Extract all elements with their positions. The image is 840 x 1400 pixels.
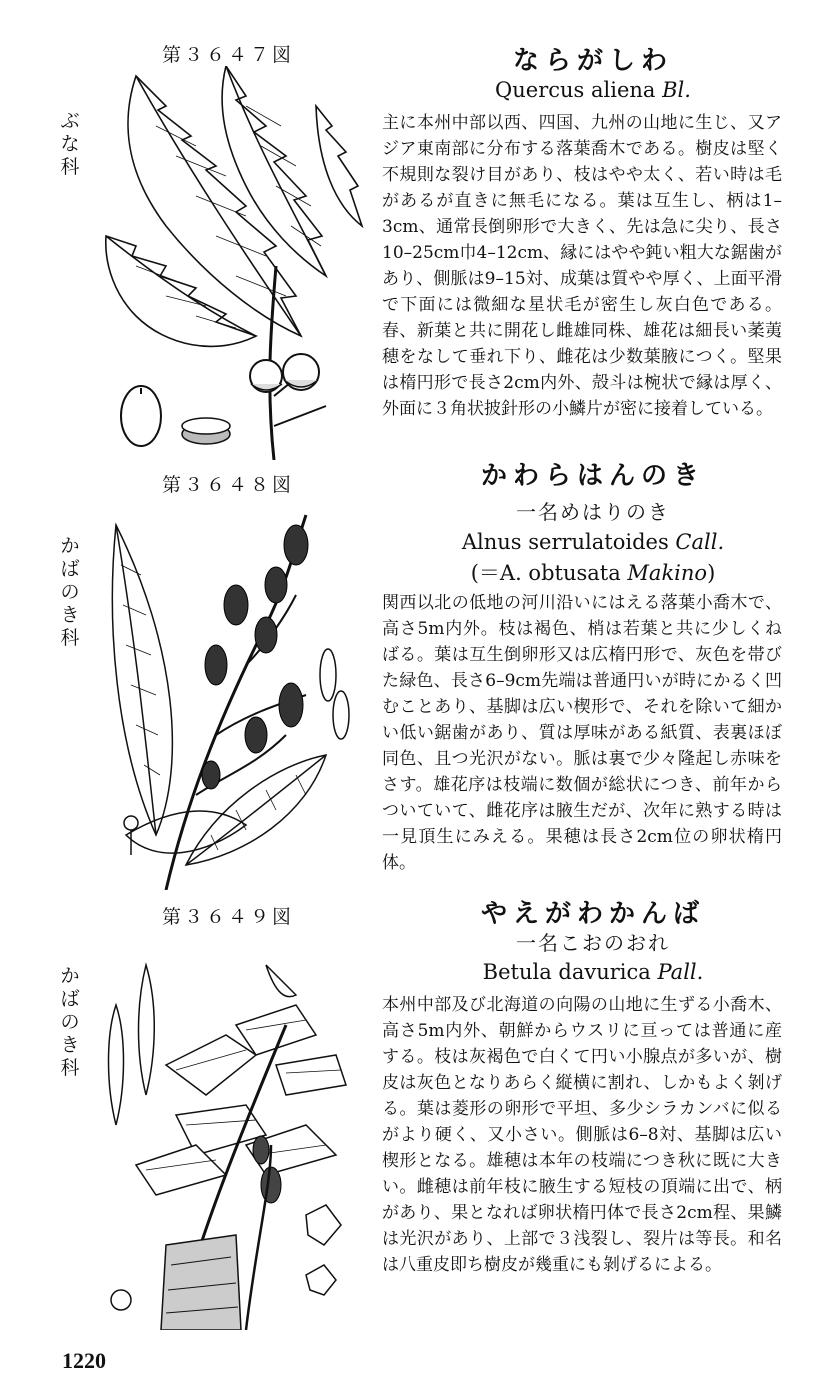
scientific-name: Quercus aliena Bl. — [495, 78, 691, 102]
scientific-name: Alnus serrulatoides Call. — [461, 530, 725, 554]
family-label: かばのき科 — [60, 535, 80, 649]
description-text: 関西以北の低地の河川沿いにはえる落葉小喬木で、高さ5m内外。枝は褐色、梢は若葉と共に少しくねばる。葉は互生倒卵形又は広楕円形で、灰色を帯びた緑色、長さ6–9cm先端は普通円いが時にかるく凹むことあり、基脚は広い楔形で、それを除いて細かい低い鋸歯があり、質は厚味がある紙質、表裏ほぼ同色、且つ光沢がない。脈は裏で少々隆起し赤味をさす。雄花序は枝端に数個が総状につき、前年からついていて、雌花序は腋生だが、次年に熟する時は一見頂生にみえる。果穂は長さ2cm位の卵状楕円体。 — [382, 593, 782, 873]
entry-title: ならがしわ — [512, 46, 673, 76]
description-text: 本州中部及び北海道の向陽の山地に生ずる小喬木、高さ5m内外、朝鮮からウスリに亘っては普通に産する。枝は灰褐色で白くて円い小腺点が多いが、樹皮は灰色となりあらく縦横に割れ、しかもよく剝げる。葉は菱形の卵形で平坦、多少シラカンバに似るがより硬く、又小さい。側脈は6–8対、基脚は広い楔形となる。雄穂は本年の枝端につき秋に既に大きい。雌穂は前年枝に腋生する短枝の頂端に出で、柄があり、果となれば卵状楕円体で長さ2cm程、果鱗は光沢があり、上部で３浅裂し、裂片は等長。和名は八重皮即ち樹皮が幾重にも剝げるによる。 — [382, 995, 782, 1275]
figure-number: 第３６４８図 — [161, 474, 294, 496]
figure-number: 第３６４７図 — [161, 44, 294, 66]
alternate-name: 一名めはりのき — [516, 500, 670, 524]
scientific-name: Betula davurica Pall. — [482, 960, 704, 984]
synonym-name: (＝A. obtusata Makino) — [470, 561, 716, 585]
entry-title: やえがわかんば — [480, 899, 705, 929]
description-text: 主に本州中部以西、四国、九州の山地に生じ、又アジア東南部に分布する落葉喬木である。樹皮は堅く不規則な裂け目があり、枝はやや太く、若い時は毛があるが直きに無毛になる。葉は互生し、柄は1–3cm、通常長倒卵形で大きく、先は急に尖り、長さ10–25cm巾4–12cm、縁にはやや鈍い粗大な鋸歯があり、側脈は9–15対、成葉は質やや厚く、上面平滑で下面には微細な星状毛が密生し灰白色である。春、新葉と共に開花し雌雄同株、雄花は細長い葇荑穂をなして垂れ下り、雌花は少数葉腋につく。堅果は楕円形で長さ2cm内外、殻斗は椀状で縁は厚く、外面に３角状披針形の小鱗片が密に接着している。 — [382, 113, 782, 419]
family-label: ぶな科 — [60, 110, 80, 178]
alder-illustration — [96, 505, 364, 890]
family-label: かばのき科 — [60, 965, 80, 1079]
figure-number: 第３６４９図 — [161, 906, 294, 928]
birch-illustration — [96, 945, 364, 1330]
oak-illustration — [96, 66, 364, 460]
alternate-name: 一名こおのおれ — [516, 931, 670, 955]
page-number: 1220 — [62, 1348, 106, 1373]
entry-title: かわらはんのき — [480, 461, 705, 491]
